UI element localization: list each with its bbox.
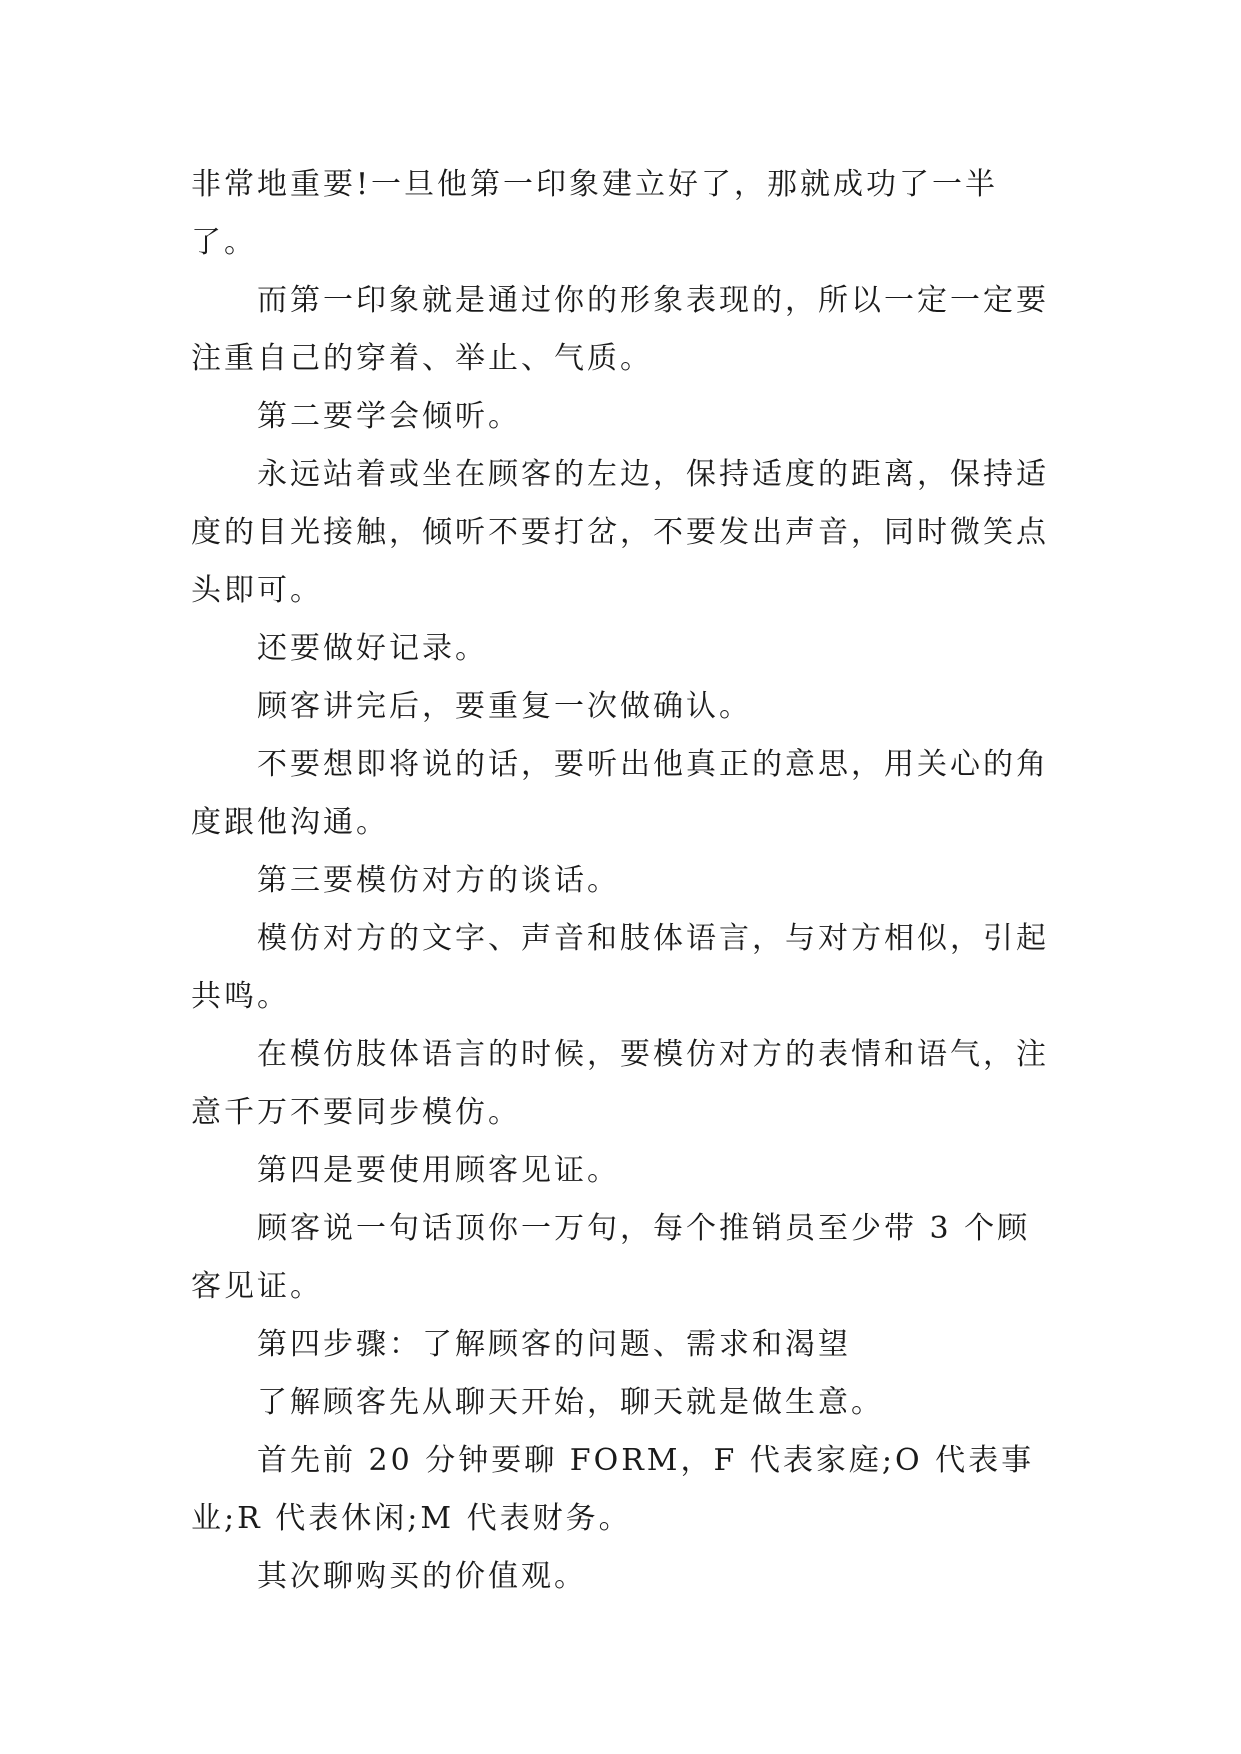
paragraph: 非常地重要!一旦他第一印象建立好了，那就成功了一半了。	[191, 167, 999, 260]
paragraph: 顾客讲完后，要重复一次做确认。	[257, 689, 752, 724]
section-heading: 第三要模仿对方的谈话。	[257, 863, 620, 898]
paragraph: 不要想即将说的话，要听出他真正的意思，用关心的角度跟他沟通。	[191, 747, 1049, 840]
document-body	[191, 156, 1051, 1606]
paragraph: 顾客说一句话顶你一万句，每个推销员至少带 3 个顾客见证。	[191, 1211, 1031, 1304]
paragraph: 首先前 20 分钟要聊 FORM，F 代表家庭;O 代表事业;R 代表休闲;M 代表财务。	[191, 1443, 1035, 1536]
paragraph: 其次聊购买的价值观。	[257, 1559, 587, 1594]
paragraph: 而第一印象就是通过你的形象表现的，所以一定一定要注重自己的穿着、举止、气质。	[191, 283, 1049, 376]
section-heading: 第二要学会倾听。	[257, 399, 521, 434]
paragraph: 在模仿肢体语言的时候，要模仿对方的表情和语气，注意千万不要同步模仿。	[191, 1037, 1049, 1130]
section-heading: 第四是要使用顾客见证。	[257, 1153, 620, 1188]
paragraph: 还要做好记录。	[257, 631, 488, 666]
paragraph: 了解顾客先从聊天开始，聊天就是做生意。	[257, 1385, 884, 1420]
paragraph: 永远站着或坐在顾客的左边，保持适度的距离，保持适度的目光接触，倾听不要打岔，不要发出声音，同时微笑点头即可。	[191, 457, 1049, 608]
paragraph: 模仿对方的文字、声音和肢体语言，与对方相似，引起共鸣。	[191, 921, 1049, 1014]
section-heading: 第四步骤：了解顾客的问题、需求和渴望	[257, 1327, 851, 1362]
